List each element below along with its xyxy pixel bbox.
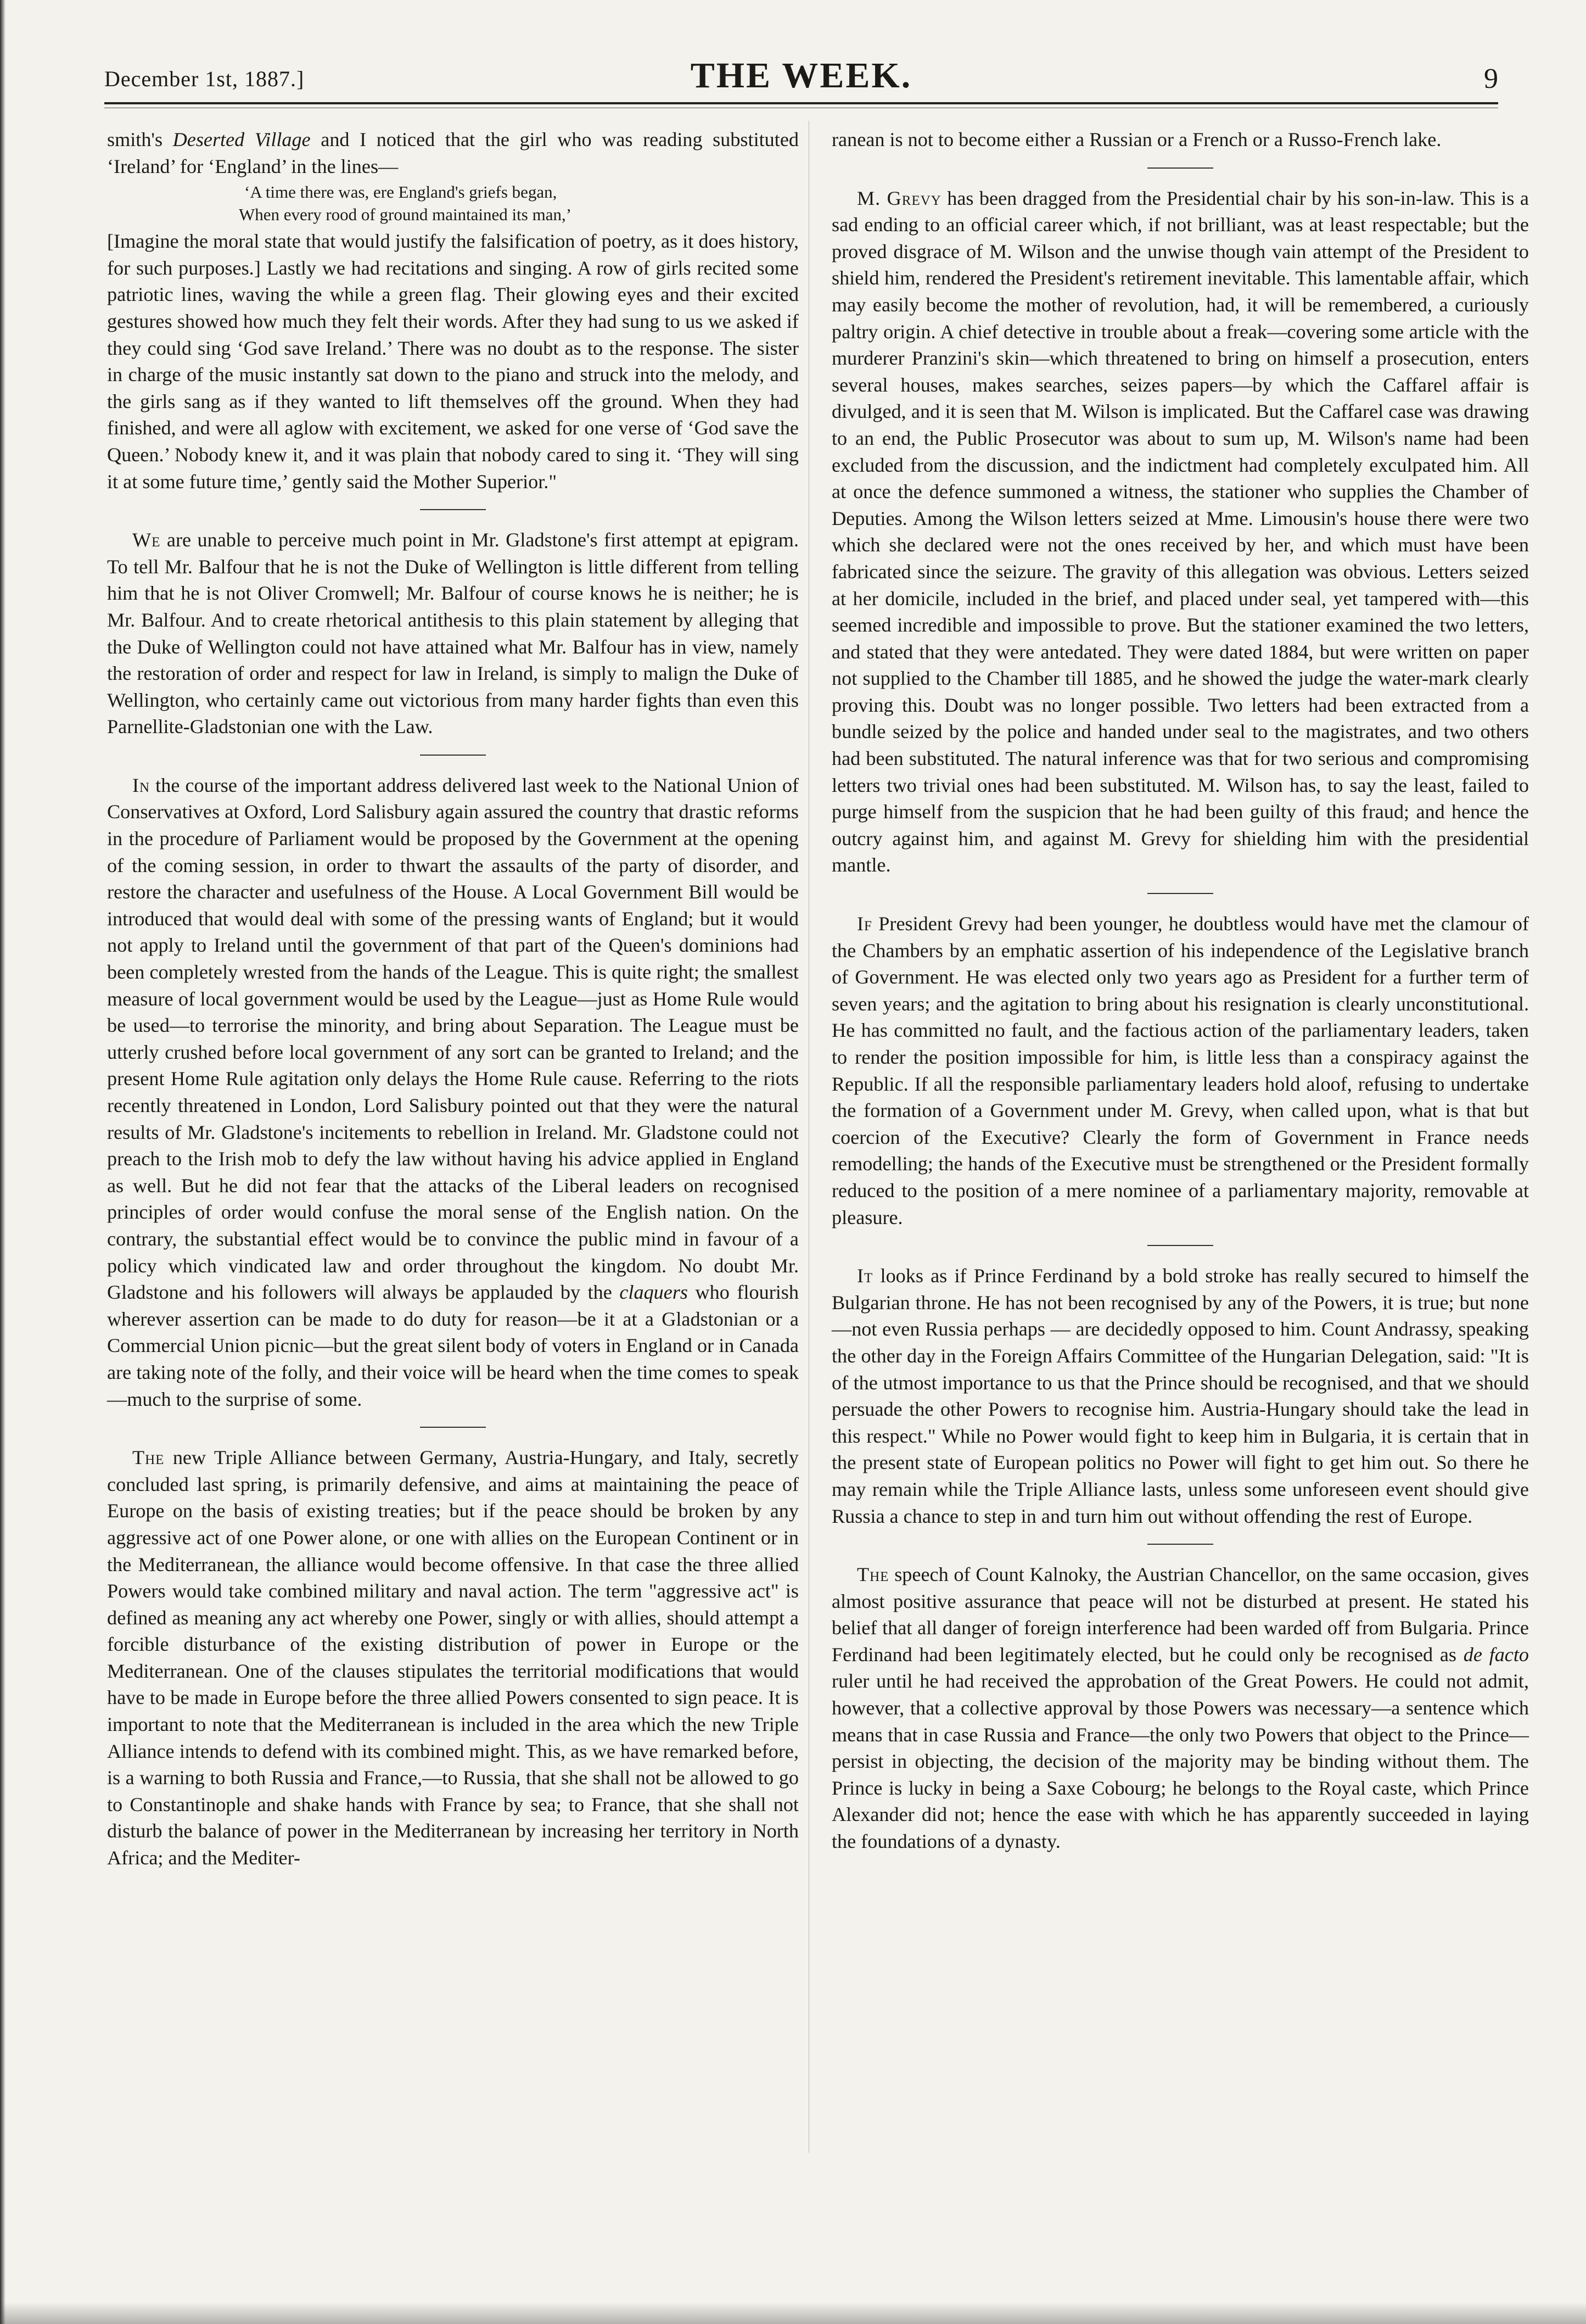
lead-word: In [132, 774, 150, 796]
paragraph: In the course of the important address delivered last week to the National Union of Conservatives at Oxford, Lord Salisbury again assured the country that drastic reforms in the procedure of Parliament would be proposed by the Government at the opening of the coming session, in order to thwart the assaults of the party of disorder, and restore the character and usefulness of the House. A Local Government Bill would be introduced that would deal with some of the pressing wants of England; but it would not apply to Ireland until the government of that part of the Queen's dominions had been completely wrested from the hands of the League. This is quite right; the smallest measure of local government would be used by the League—just as Home Rule would be used—to terrorise the minority, and bring about Separation. The League must be utterly crushed before local government of any sort can be granted to Ireland; and the present Home Rule agitation only delays the Home Rule cause. Referring to the riots recently threatened in London, Lord Salisbury pointed out that they were the natural results of Mr. Gladstone's incitements to rebellion in Ireland. Mr. Gladstone could not preach to the Irish mob to defy the law without having his advice applied in England as well. But he did not fear that the attacks of the Liberal leaders on recognised principles of order would confuse the moral sense of the English nation. On the contrary, the substantial effect would be to convince the public mind in favour of a policy which vindicated law and order throughout the kingdom. No doubt Mr. Gladstone and his followers will always be applauded by the claquers who flourish wherever assertion can be made to do duty for reason—be it at a Gladstonian or a Commercial Union picnic—but the great silent body of voters in England or in Canada are taking note of the folly, and their voice will be heard when the time comes to speak—much to the surprise of some. [107, 774, 799, 1410]
paragraph: The speech of Count Kalnoky, the Austrian Chancellor, on the same occasion, gives almost positive assurance that peace will not be disturbed at present. He stated his belief that all danger of foreign interference had been warded off from Bulgaria. Prince Ferdinand had been legitimately elected, but he could only be recognised as de facto ruler until he had received the approbation of the Great Powers. He could not admit, however, that a collective approval by those Powers was necessary—a sentence which means that in case Russia and France—the only two Powers that object to the Prince—persist in objecting, the decision of the majority may be binding without them. The Prince is lucky in being a Saxe Cobourg; he belongs to the Royal caste, which Prince Alexander did not; hence the ease with which he has apparently succeeded in laying the foundations of a dynasty. [832, 1563, 1529, 1853]
article-salisbury-address [107, 772, 799, 1412]
lead-word: If [857, 913, 872, 935]
article-separator [420, 509, 486, 510]
article-separator [1147, 1245, 1213, 1246]
paragraph: smith's Deserted Village and I noticed that the girl who was reading substituted ‘Ireland’ for ‘England’ in the lines— [107, 129, 799, 177]
article-grevy-resignation [832, 185, 1529, 879]
scan-edge-shadow [0, 0, 5, 2324]
scan-bottom-shadow [0, 2302, 1586, 2324]
article-separator [420, 755, 486, 756]
verse-line: When every rood of ground maintained its man,’ [239, 205, 572, 225]
article-grevy-independence [832, 910, 1529, 1231]
page-number: 9 [1484, 63, 1498, 94]
publication-title: THE WEEK. [690, 55, 912, 96]
issue-date: December 1st, 1887.] [104, 66, 305, 91]
paragraph: It looks as if Prince Ferdinand by a bold stroke has really secured to himself the Bulgarian throne. He has not been recognised by any of the Powers, it is true; but none—not even Russia perhaps — are decidedly opposed to him. Count Andrassy, speaking the other day in the Foreign Affairs Committee of the Hungarian Delegation, said: "It is of the utmost importance to us that the Prince should be recognised, and that we should persuade the other Powers to recognise him. Austria-Hungary should take the lead in this respect." While no Power would fight to keep him in Bulgaria, it is certain that in the present state of European politics no Power will fight to get him out. So there he may remain while the Triple Alliance lasts, unless some unforeseen event should give Russia a chance to step in and turn him out without offending the rest of Europe. [832, 1265, 1529, 1527]
book-title: Deserted Village [172, 129, 311, 150]
lead-word: The [857, 1563, 889, 1586]
paragraph: [Imagine the moral state that would justify the falsification of poetry, as it does history, for such purposes.] Lastly we had recitations and singing. A row of girls recited some patriotic lines, waving the while a green flag. Their glowing eyes and their excited gestures showed how much they felt their words. After they had sung to us we asked if they could sing ‘God save Ireland.’ There was no doubt as to the response. The sister in charge of the music instantly sat down to the piano and struck into the melody, and the girls sang as if they wanted to lift themselves off the ground. When they had finished, and were all aglow with excitement, we asked for one verse of ‘God save the Queen.’ Nobody knew it, and it was plain that nobody cared to sing it. ‘They will sing it at some future time,’ gently said the Mother Superior." [107, 230, 799, 493]
article-triple-alliance-continued [832, 126, 1529, 153]
italic-term: de facto [1463, 1643, 1529, 1666]
verse-quote [107, 181, 799, 226]
lead-word: It [857, 1265, 873, 1287]
right-column [832, 126, 1529, 1855]
lead-word: We [132, 529, 161, 551]
article-separator [420, 1427, 486, 1428]
article-prince-ferdinand [832, 1262, 1529, 1529]
paragraph: M. Grevy has been dragged from the Presidential chair by his son-in-law. This is a sad ending to an official career which, if not brilliant, was at least respectable; but the proved disgrace of M. Wilson and the unwise though vain attempt of the President to shield him, rendered the President's retirement inevitable. This lamentable affair, which may easily become the mother of revolution, had, it will be remembered, a curiously paltry origin. A chief detective in trouble about a freak—covering some article with the murderer Pranzini's skin—which threatened to bring on himself a prosecution, enters several houses, makes searches, seizes papers—by which the Caffarel affair is divulged, and it is seen that M. Wilson is implicated. But the Caffarel case was drawing to an end, the Public Prosecutor was about to sum up, M. Wilson's name had been excluded from the discussion, and the indictment had completely exculpated him. All at once the defence summoned a witness, the stationer who supplies the Chamber of Deputies. Among the Wilson letters seized at Mme. Limousin's house there were two which she declared were not the ones received by her, and which must have been fabricated since the seizure. The gravity of this allegation was obvious. Letters seized at her domicile, included in the brief, and placed under seal, yet tampered with—this seemed incredible and impossible to prove. But the stationer examined the two letters, and stated that they were antedated. They were dated 1884, but were written on paper not supplied to the Chamber till 1885, and he showed the judge the water-mark clearly proving this. Doubt was no longer possible. Two letters had been extracted from a bundle seized by the police and handed under seal to the magistrates, and two others had been substituted. The natural inference was that for two serious and compromising letters two trivial ones had been substituted. M. Wilson has, to say the least, failed to purge himself from the suspicion that he had been guilty of this fraud; and hence the outcry against him, and against M. Grevy for shielding him with the presidential mantle. [832, 187, 1529, 876]
paragraph: ranean is not to become either a Russian or a French or a Russo-French lake. [832, 129, 1442, 150]
lead-word: M. Grevy [857, 187, 941, 209]
paragraph: If President Grevy had been younger, he doubtless would have met the clamour of the Chambers by an emphatic assertion of his independence of the Legislative branch of Government. He was elected only two years ago as President for a further term of seven years; and the agitation to bring about his resignation is clearly unconstitutional. He has committed no fault, and the factious action of the parliamentary leaders, taken to render the position impossible for him, is little less than a conspiracy against the Republic. If all the responsible parliamentary leaders hold aloof, refusing to undertake the formation of a Government under M. Grevy, when called upon, what is that but coercion of the Executive? Clearly the form of Government in France needs remodelling; the hands of the Executive must be strengthened or the President formally reduced to the position of a mere nominee of a parliamentary majority, removable at pleasure. [832, 913, 1529, 1228]
paragraph: We are unable to perceive much point in Mr. Gladstone's first attempt at epigram. To tell Mr. Balfour that he is not the Duke of Wellington is little different from telling him that he is not Oliver Cromwell; Mr. Balfour of course knows he is neither; he is Mr. Balfour. And to create rhetorical antithesis to this plain statement by alleging that the Duke of Wellington could not have attained what Mr. Balfour has in view, namely the restoration of order and respect for law in Ireland, is simply to malign the Duke of Wellington, who certainly came out victorious from many harder fights than even this Parnellite-Gladstonian one with the Law. [107, 529, 799, 738]
lead-word: The [132, 1446, 165, 1469]
article-count-kalnoky [832, 1561, 1529, 1855]
article-triple-alliance [107, 1444, 799, 1872]
left-column [107, 126, 799, 1872]
paragraph: The new Triple Alliance between Germany, Austria-Hungary, and Italy, secretly concluded last spring, is primarily defensive, and aims at maintaining the peace of Europe on the basis of existing treaties; but if the peace should be broken by any aggressive act of one Power alone, or one with allies on the European Continent or in the Mediterranean, the alliance would become offensive. In that case the three allied Powers would take combined military and naval action. The term "aggressive act" is defined as meaning any act whereby one Power, singly or with allies, should attempt a forcible disturbance of the existing distribution of power in Europe or the Mediterranean. One of the clauses stipulates the territorial modifications that would have to be made in Europe before the three allied Powers consented to sign peace. It is important to note that the Mediterranean is included in the area which the new Triple Alliance intends to defend with its combined might. This, as we have remarked before, is a warning to both Russia and France,—to Russia, that she shall not be allowed to go to Constantinople and shake hands with France by sea; to France, that she shall not disturb the balance of power in the Mediterranean by increasing her territory in North Africa; and the Mediter- [107, 1446, 799, 1869]
article-separator [1147, 893, 1213, 894]
article-separator [1147, 1544, 1213, 1545]
article-separator [1147, 167, 1213, 169]
page-header [104, 55, 1498, 99]
article-convent-visit [107, 126, 799, 495]
verse-line: ‘A time there was, ere England's griefs began, [244, 182, 557, 202]
italic-term: claquers [619, 1281, 688, 1304]
header-rule [104, 102, 1498, 104]
article-gladstone-epigram [107, 527, 799, 740]
